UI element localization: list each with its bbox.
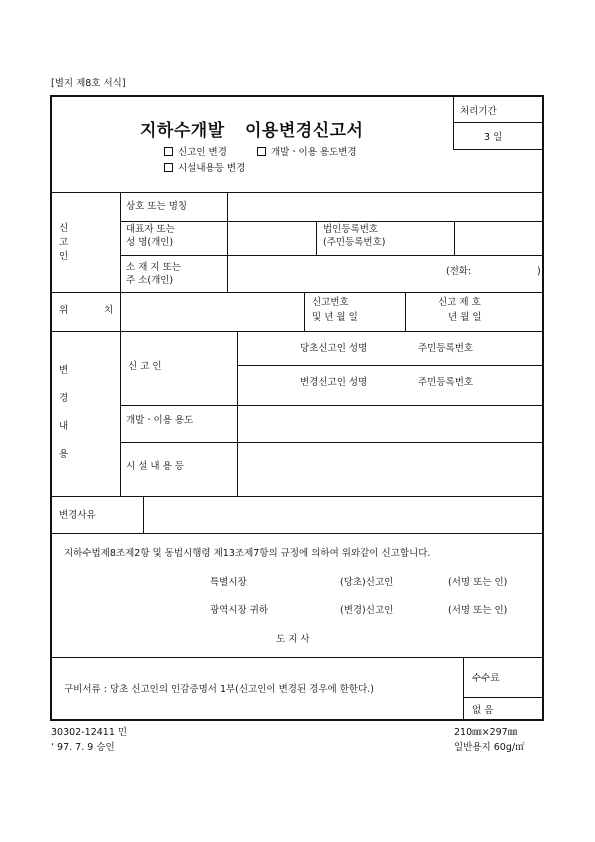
footer-size: 210㎜×297㎜ [454,727,518,738]
title-main: 지하수개발 [140,121,225,141]
governor-label: 도 지 사 [276,634,310,645]
section-reporter-char: 신 [59,223,69,234]
corp-reg-label: 법인등록번호 [323,224,379,235]
original-id-label: 주민등록번호 [418,343,474,354]
divider-col [120,192,121,496]
mayor-label: 특별시장 [210,577,247,588]
divider-processing [453,97,454,149]
reason-label: 변경사유 [59,510,96,521]
footer-approved: ‘ 97. 7. 9 승인 [51,742,115,753]
divider-location [52,331,542,332]
facility-label: 시 설 내 용 등 [126,461,184,472]
fee-label: 수수료 [472,673,500,684]
divider-processing [453,149,542,150]
section-reporter-char: 인 [59,251,69,262]
title-sub: 이용변경신고서 [245,121,364,141]
facility-field[interactable] [238,443,542,496]
location-label: 위 [59,305,69,316]
declaration-text: 지하수법제8조제2항 및 동법시행령 제13조제7항의 규정에 의하여 위와같이 신고합니다. [64,548,431,559]
new-reporter-label: (변경)신고인 [340,605,394,616]
divider-processing [453,122,542,123]
fee-value: 없 음 [472,705,494,716]
divider-reason [52,533,542,534]
company-name-label: 상호 또는 명칭 [126,201,188,212]
representative-label: 성 명(개인) [126,237,174,248]
corp-reg-field[interactable] [455,222,542,255]
divider-declaration [52,657,542,658]
location-label: 치 [104,305,114,316]
footer-paper: 일반용지 60g/㎡ [454,742,525,753]
section-change-char: 변 [59,365,69,376]
divider-row [237,365,542,366]
form-number: [별지 제8호 서식] [51,78,126,89]
footer-code: 30302-12411 민 [51,727,128,738]
purpose-field[interactable] [238,406,542,442]
divider-col [463,657,464,721]
change-reporter-label: 신 고 인 [128,361,162,372]
address-field[interactable] [228,256,542,292]
processing-label: 처리기간 [460,106,497,117]
report-date-value: 년 월 일 [448,312,482,323]
purpose-label: 개발ㆍ이용 용도 [126,415,194,426]
new-name-label: 변경신고인 성명 [300,377,368,388]
section-change-char: 내 [59,421,69,432]
report-date-value: 신고 제 호 [438,297,481,308]
checkbox-reporter-change[interactable]: 신고인 변경 [164,147,227,159]
report-number-label: 신고번호 [312,297,349,308]
divider-col [316,221,317,255]
checkbox-icon [164,163,173,172]
signature-placeholder[interactable]: (서명 또는 인) [448,577,508,588]
new-id-label: 주민등록번호 [418,377,474,388]
divider-fee [463,697,542,698]
representative-field[interactable] [228,222,316,255]
address-label: 주 소(개인) [126,275,174,286]
reason-field[interactable] [144,497,542,533]
phone-open: (전화: [446,266,472,277]
address-label: 소 재 지 또는 [126,262,181,273]
checkbox-facility-change[interactable]: 시설내용등 변경 [164,163,245,175]
company-name-field[interactable] [228,193,542,221]
section-reporter-char: 고 [59,237,69,248]
required-documents-text: 구비서류 : 당초 신고인의 인감증명서 1부(신고인이 변경된 경우에 한한다.) [64,684,374,695]
report-number-label: 및 년 월 일 [312,312,358,323]
checkbox-icon [257,147,266,156]
location-field[interactable] [121,293,304,331]
original-reporter-label: (당초)신고인 [340,577,394,588]
metro-mayor-label: 광역시장 귀하 [210,605,269,616]
corp-reg-label: (주민등록번호) [323,237,386,248]
section-change-char: 경 [59,393,69,404]
section-change-char: 용 [59,449,69,460]
checkbox-purpose-change[interactable]: 개발ㆍ이용 용도변경 [257,147,357,159]
original-name-label: 당초신고인 성명 [300,343,368,354]
processing-days: 3 일 [484,132,503,143]
phone-close: ) [537,266,541,277]
divider-col [304,292,305,331]
divider-col [405,292,406,331]
report-form [50,95,544,721]
checkbox-icon [164,147,173,156]
signature-placeholder[interactable]: (서명 또는 인) [448,605,508,616]
representative-label: 대표자 또는 [126,224,175,235]
